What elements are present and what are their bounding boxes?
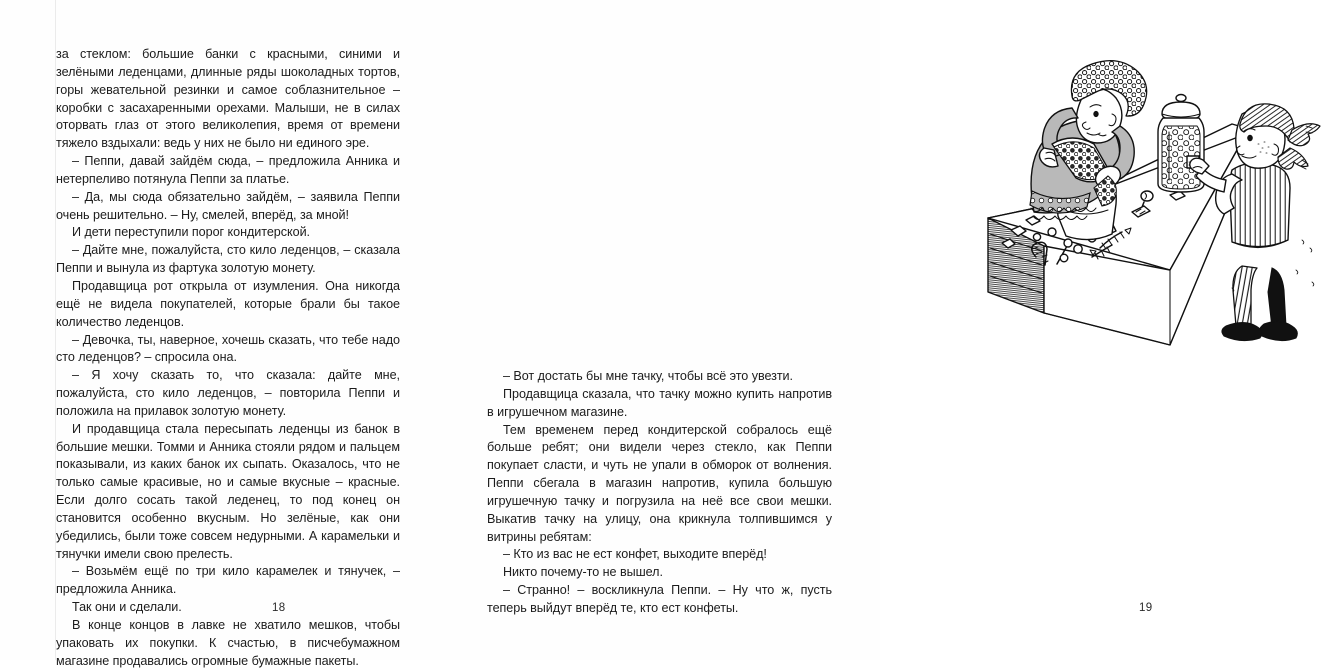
paragraph: – Девочка, ты, наверное, хочешь сказать, что тебе надо сто леденцов? – спросила она. xyxy=(56,332,400,365)
page-number-right: 19 xyxy=(1139,602,1153,614)
page-number-left: 18 xyxy=(272,602,286,614)
paragraph: – Да, мы сюда обязательно зайдём, – заявила Пеппи очень решительно. – Ну, смелей, вперёд, за мной! xyxy=(56,189,400,222)
paragraph: Так они и сделали. xyxy=(72,600,182,615)
paragraph: В конце концов в лавке не хватило мешков, чтобы упаковать их покупки. К счастью, в писчебумажном магазине продавались огромные бумажные пакеты. xyxy=(56,618,400,668)
candy-shop-illustration xyxy=(974,52,1322,357)
right-page-text-column xyxy=(487,368,832,618)
left-page-text-column xyxy=(56,46,400,671)
right-page xyxy=(487,0,1153,660)
paragraph: – Я хочу сказать то, что сказала: дайте мне, пожалуйста, сто кило леденцов, – повторила Пеппи и положила на прилавок золотую монету. xyxy=(56,368,400,418)
paragraph: за стеклом: большие банки с красными, синими и зелёными леденцами, длинные ряды шоколадных тортов, горы жевательной резинки и самое соблазнительное – коробки с засахаренными орехами. Малыши, не в силах оторвать глаз от этого великолепия, время от времени тяжело вздыхали: ведь у них не было ни единого эре. xyxy=(56,47,400,151)
paragraph: – Странно! – воскликнула Пеппи. – Ну что ж, пусть теперь выйдут вперёд те, кто ест конфеты. xyxy=(487,583,832,615)
left-page xyxy=(56,0,400,668)
paragraph: – Кто из вас не ест конфет, выходите вперёд! xyxy=(503,547,767,562)
paragraph: Тем временем перед кондитерской собралось ещё больше ребят; они видели через стекло, как Пеппи покупает сласти, и чуть не упали в обморок от волнения. Пеппи сбегала в магазин напротив, купила большую игрушечную тачку и погрузила на неё все свои мешки. Выкатив тачку на улицу, она крикнула толпившимся у витрины ребятам: xyxy=(487,422,832,544)
paragraph: Никто почему-то не вышел. xyxy=(503,565,663,580)
paragraph: – Дайте мне, пожалуйста, сто кило леденцов, – сказала Пеппи и вынула из фартука золотую монету. xyxy=(56,243,400,276)
paragraph: Продавщица сказала, что тачку можно купить напротив в игрушечном магазине. xyxy=(487,386,832,419)
paragraph: – Пеппи, давай зайдём сюда, – предложила Анника и нетерпеливо потянула Пеппи за платье. xyxy=(56,154,400,186)
paragraph: И дети переступили порог кондитерской. xyxy=(72,225,310,240)
paragraph: И продавщица стала пересыпать леденцы из банок в большие мешки. Томми и Анника стояли рядом и пальцем показывали, из каких банок их сыпать. Оказалось, что не только самые красивые, но и самые вкусные – красные. Если долго сосать такой леденец, то под конец он становится особенно вкусным. Но зелёные, как они убедились, были тоже совсем недурными. А карамельки и тянучки имели свою прелесть. xyxy=(56,421,400,561)
paragraph: Продавщица рот открыла от изумления. Она никогда ещё не видела покупателей, которые брали бы такое количество леденцов. xyxy=(56,278,400,329)
paragraph: – Вот достать бы мне тачку, чтобы всё это увезти. xyxy=(503,369,793,383)
paragraph: – Возьмём ещё по три кило карамелек и тянучек, – предложила Анника. xyxy=(56,564,400,597)
